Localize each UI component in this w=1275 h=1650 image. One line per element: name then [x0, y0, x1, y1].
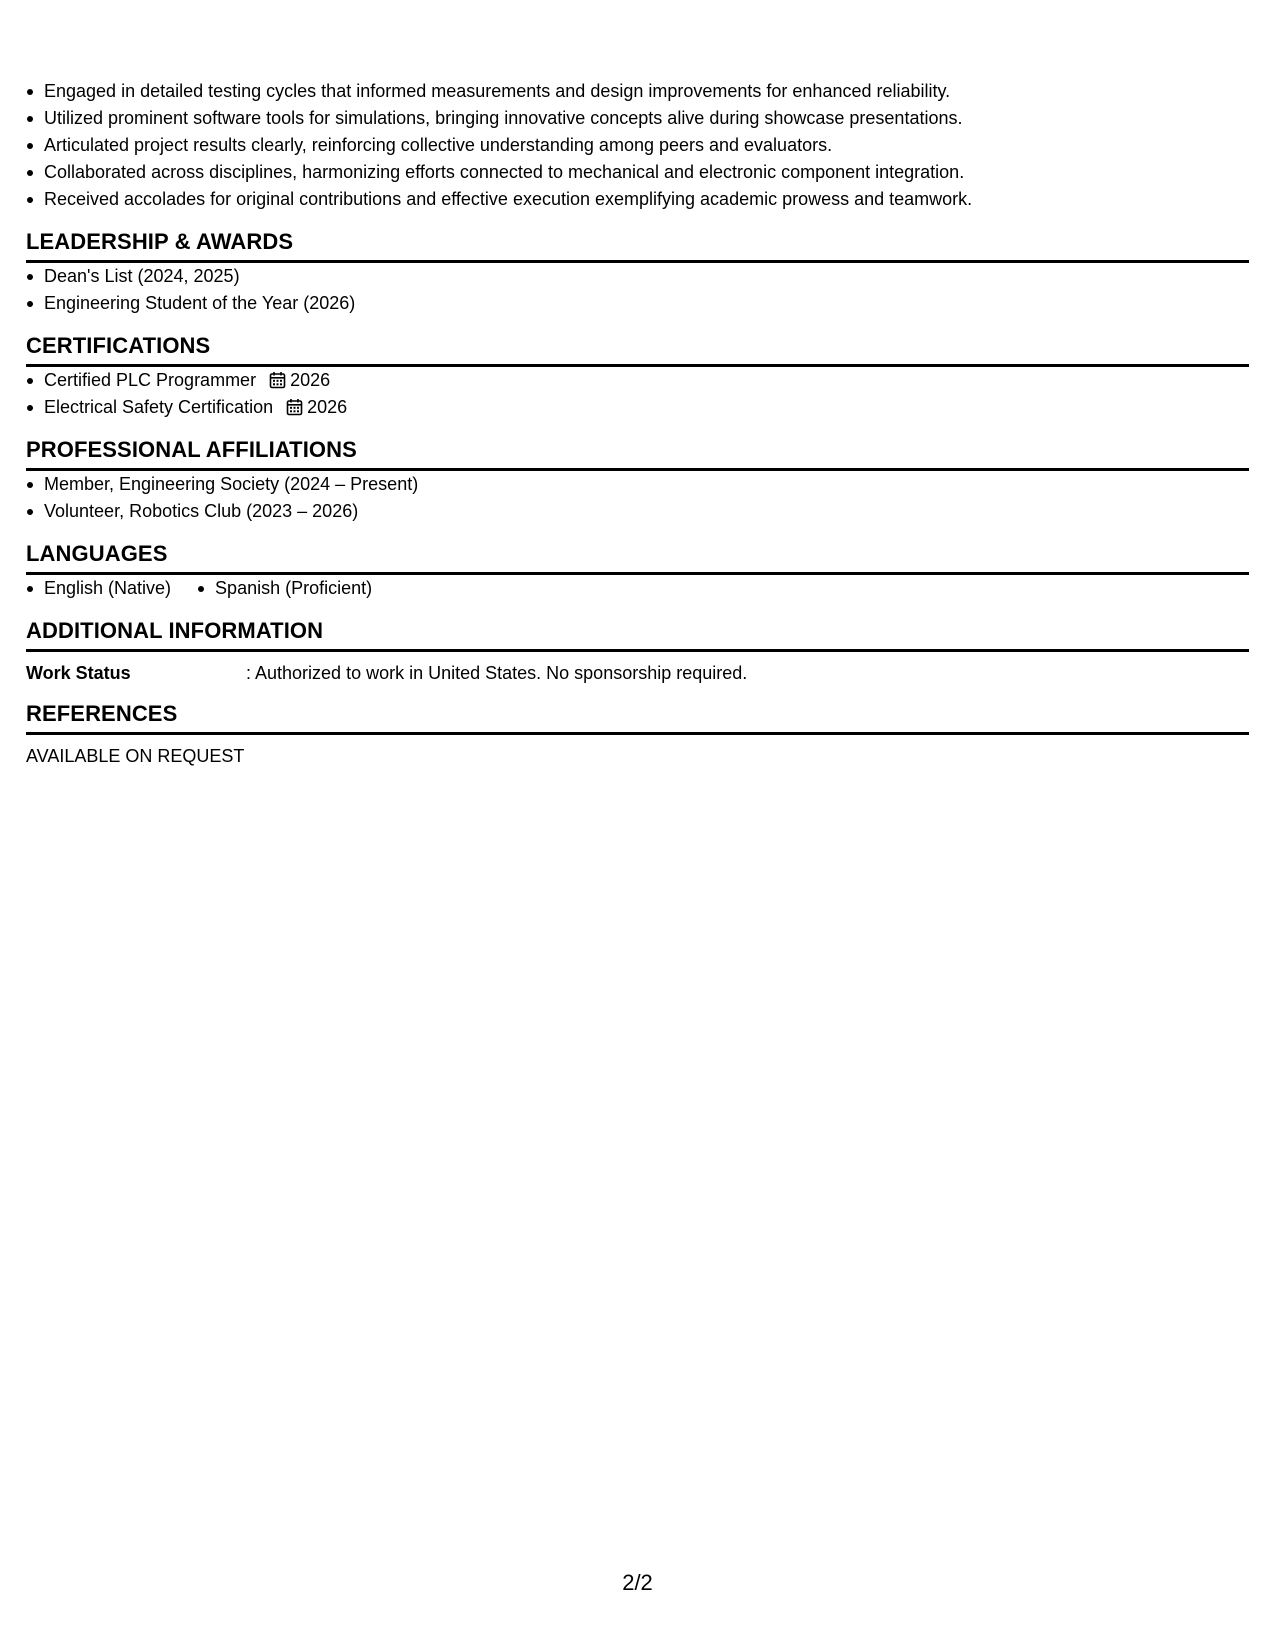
additional-info-section — [26, 618, 1249, 685]
certifications-section — [26, 333, 1249, 421]
certification-year: 2026 — [307, 397, 348, 417]
leadership-item: Engineering Student of the Year (2026) — [26, 290, 1249, 317]
language-item: English (Native) — [26, 575, 171, 602]
certification-year: 2026 — [290, 370, 331, 390]
work-status-row — [26, 661, 1249, 685]
certification-item — [26, 367, 1249, 394]
references-section — [26, 701, 1249, 768]
affiliations-heading: PROFESSIONAL AFFILIATIONS — [26, 437, 1249, 471]
affiliations-section — [26, 437, 1249, 525]
languages-section — [26, 541, 1249, 602]
experience-bullet: Engaged in detailed testing cycles that informed measurements and design improvements for enhanced reliability. — [26, 78, 1249, 105]
experience-bullet: Collaborated across disciplines, harmonizing efforts connected to mechanical and electronic component integration. — [26, 159, 1249, 186]
references-heading: REFERENCES — [26, 701, 1249, 735]
languages-heading: LANGUAGES — [26, 541, 1249, 575]
certification-name: Electrical Safety Certification — [44, 397, 274, 417]
leadership-section — [26, 229, 1249, 317]
work-status-label: Work Status — [26, 663, 131, 683]
language-item: Spanish (Proficient) — [197, 575, 372, 602]
certification-name: Certified PLC Programmer — [44, 370, 257, 390]
certification-item — [26, 394, 1249, 421]
calendar-icon — [286, 398, 303, 416]
certifications-heading: CERTIFICATIONS — [26, 333, 1249, 367]
affiliation-item: Member, Engineering Society (2024 – Present) — [26, 471, 1249, 498]
languages-list — [26, 575, 1249, 602]
experience-bullet: Utilized prominent software tools for simulations, bringing innovative concepts alive during showcase presentations. — [26, 105, 1249, 132]
page-number: 2/2 — [622, 1570, 653, 1595]
leadership-item: Dean's List (2024, 2025) — [26, 263, 1249, 290]
references-text: AVAILABLE ON REQUEST — [26, 746, 245, 766]
experience-bullet: Received accolades for original contributions and effective execution exemplifying academic prowess and teamwork. — [26, 186, 1249, 213]
certifications-list — [26, 367, 1249, 421]
work-status-value: : Authorized to work in United States. No sponsorship required. — [246, 663, 748, 683]
additional-info-heading: ADDITIONAL INFORMATION — [26, 618, 1249, 652]
experience-bullet: Articulated project results clearly, reinforcing collective understanding among peers and evaluators. — [26, 132, 1249, 159]
affiliation-item: Volunteer, Robotics Club (2023 – 2026) — [26, 498, 1249, 525]
experience-bullet-list — [26, 78, 1249, 213]
leadership-heading: LEADERSHIP & AWARDS — [26, 229, 1249, 263]
resume-page — [26, 78, 1249, 768]
leadership-list — [26, 263, 1249, 317]
calendar-icon — [269, 371, 286, 389]
affiliations-list — [26, 471, 1249, 525]
